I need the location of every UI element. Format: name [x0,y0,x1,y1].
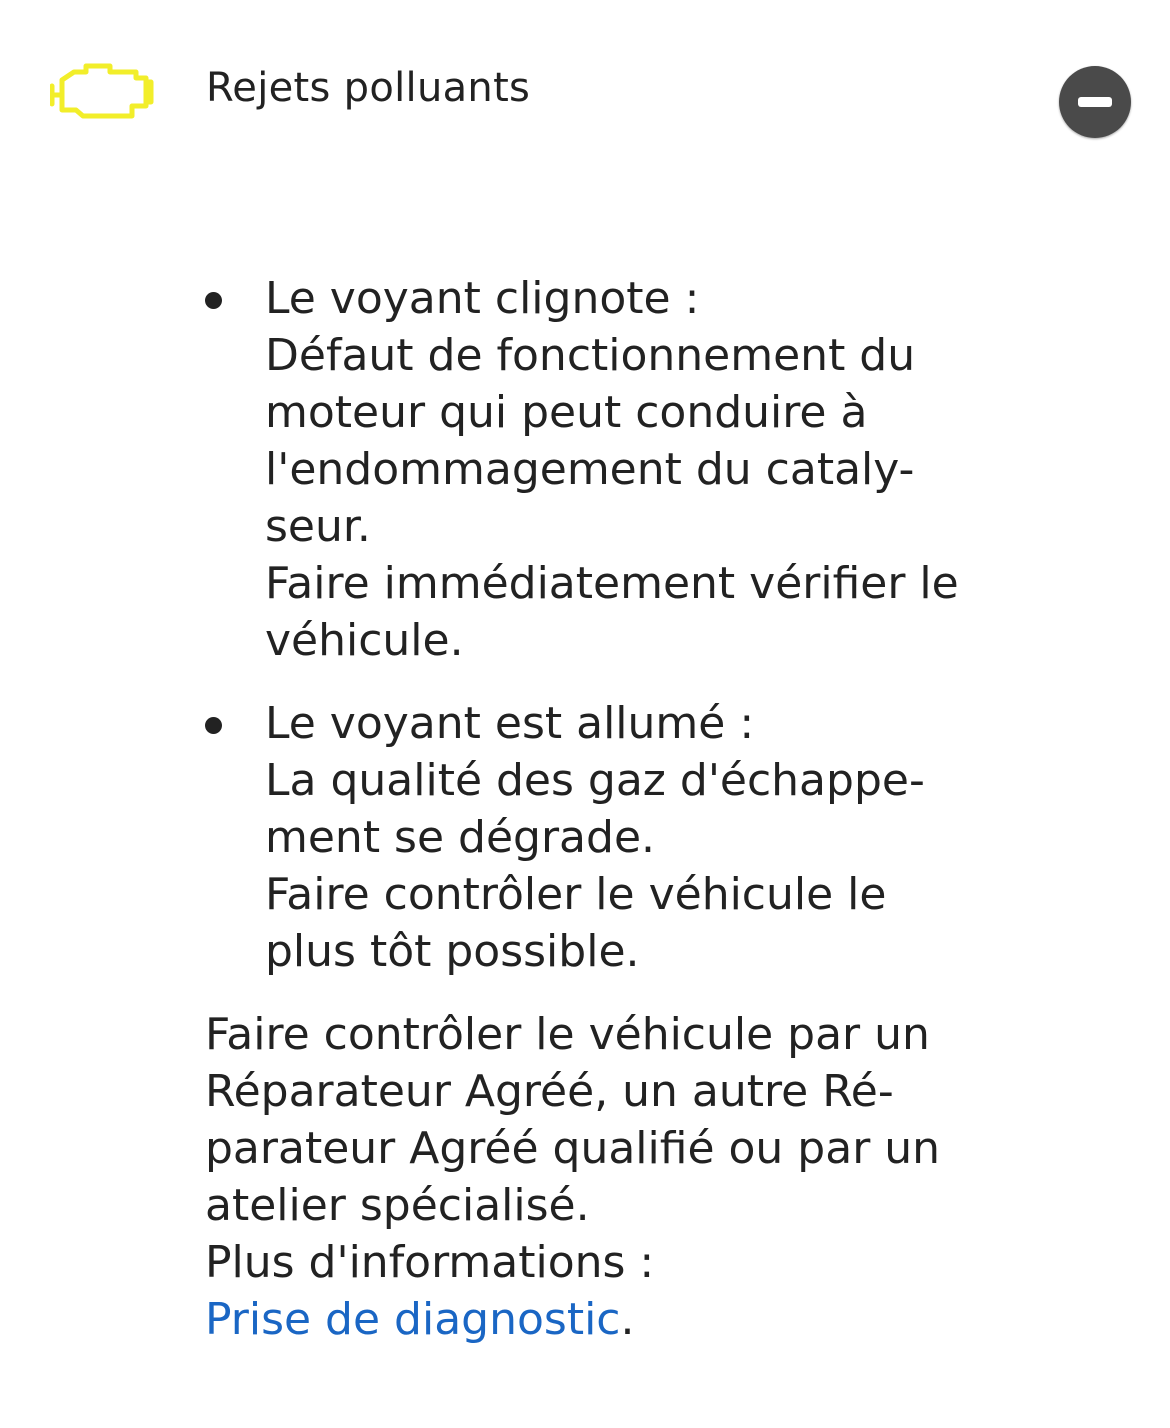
collapse-button[interactable] [1059,66,1131,138]
bullet-text: moteur qui peut conduire à [265,387,868,438]
bullet-text: Faire contrôler le véhicule le [265,869,887,920]
note-text: parateur Agréé qualifié ou par un [205,1123,941,1174]
bullet-text: La qualité des gaz d'échappe- [265,755,925,806]
page-title: Rejets polluants [206,65,531,111]
note-text: Réparateur Agréé, un autre Ré- [205,1066,894,1117]
link-line [205,1291,1050,1348]
link-suffix: . [620,1294,635,1345]
list-item [0,695,1170,980]
note-text: Faire contrôler le véhicule par un [205,1009,930,1060]
bullet-dot [205,292,222,309]
bullet-text: véhicule. [265,615,464,666]
note-text: Plus d'informations : [205,1237,655,1288]
header [0,0,1170,180]
minus-icon [1078,97,1112,107]
diagnostic-link[interactable]: Prise de diagnostic [205,1294,621,1345]
content [0,270,1170,1348]
bullet-text: Faire immédiatement vérifier le [265,558,959,609]
note-paragraph [0,1006,1170,1348]
bullet-text: l'endommagement du cataly- [265,444,915,495]
bullet-dot [205,717,222,734]
bullet-heading: Le voyant clignote : [265,273,700,324]
bullet-list [0,270,1170,980]
list-item [0,270,1170,669]
bullet-text: Défaut de fonctionnement du [265,330,916,381]
bullet-text: plus tôt possible. [265,926,640,977]
engine-warning-icon [50,60,154,120]
note-text: atelier spécialisé. [205,1180,590,1231]
bullet-text: seur. [265,501,371,552]
bullet-heading: Le voyant est allumé : [265,698,755,749]
bullet-text: ment se dégrade. [265,812,656,863]
